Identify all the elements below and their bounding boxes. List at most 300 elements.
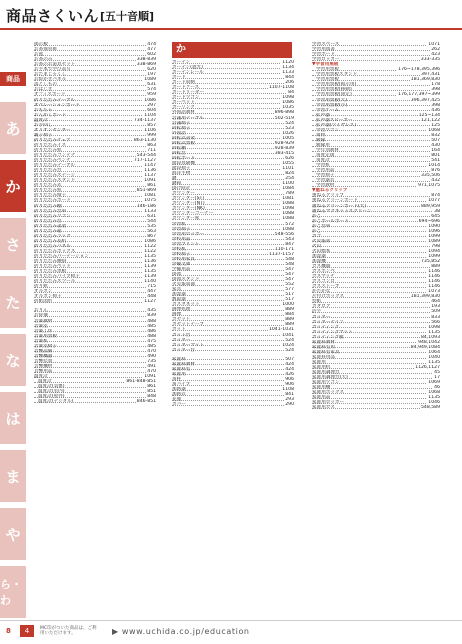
- entry-page: 857: [147, 122, 156, 128]
- entry-name: 会議椅子: [172, 120, 191, 126]
- entry-name: 加湿器: [312, 253, 326, 259]
- entry-name: 家庭用ロッカー: [312, 400, 345, 406]
- leader-dots: [172, 397, 294, 401]
- entry-page: 178: [431, 82, 440, 88]
- entry-page: 206: [285, 80, 294, 86]
- entry-name: カタログ: [312, 304, 331, 310]
- entry-name: 温度計: [34, 117, 48, 123]
- leader-dots: [34, 284, 156, 288]
- entry-page: 548: [285, 256, 294, 262]
- entry-name: 額縁: [316, 137, 326, 143]
- entry-name: 学校机: [172, 246, 186, 252]
- entry-page: 863-1130: [133, 137, 156, 143]
- entry-page: 548-556: [274, 231, 294, 237]
- entry-page: 1139: [144, 274, 156, 280]
- entry-name: 火山標本: [312, 248, 331, 254]
- entry-page: 338-839: [136, 57, 156, 63]
- entry-page: 884: [285, 312, 294, 318]
- entry-name: カセットテープ: [172, 322, 204, 328]
- entry-name: 学習用図書: [312, 47, 335, 53]
- entry-name: 海洋生物: [172, 171, 191, 177]
- entry-page: 948,1042: [418, 339, 440, 345]
- leader-dots: [34, 52, 156, 56]
- entry-page: 711: [147, 147, 156, 153]
- entry-name: 火災報知: [312, 238, 331, 244]
- leader-dots: [34, 313, 156, 317]
- entry-page: 574: [147, 87, 156, 93]
- entry-name: ガスマッチ: [312, 274, 335, 280]
- tab-ma[interactable]: ま: [0, 450, 26, 502]
- entry-name: 学習机: [316, 163, 330, 169]
- entry-page: 436: [431, 107, 440, 113]
- entry-page: 430: [431, 142, 440, 148]
- entry-name: 拡声器スピーカー: [316, 117, 353, 123]
- entry-page: 1046: [428, 400, 440, 406]
- entry-name: 階段昇降機: [172, 160, 195, 166]
- entry-page: 1086: [144, 97, 156, 103]
- entry-name: 重ねるクリップ: [312, 193, 344, 199]
- entry-name: 家庭用ガス: [312, 405, 335, 411]
- entry-page: 424: [285, 361, 294, 367]
- entry-name: 花瓶: [172, 397, 182, 403]
- entry-page: 1146: [428, 279, 440, 285]
- entry-name: カッティング: [312, 324, 340, 330]
- entry-name: 火災報知器: [172, 282, 195, 288]
- entry-page: 547: [285, 271, 294, 277]
- entry-page: 193: [431, 304, 440, 310]
- entry-name: 折りたたみステージ: [34, 173, 76, 179]
- entry-page: 1133: [282, 70, 294, 76]
- entry-name: 学習教材: [316, 183, 335, 189]
- entry-name: カスタネット: [172, 302, 200, 308]
- entry-name: 学習用黒板: [316, 67, 339, 73]
- entry-name: 折りたたみ棚: [34, 203, 62, 209]
- entry-name: 角度定規: [316, 153, 335, 159]
- page-header: [0, 0, 462, 30]
- entry-name: 折りたたみ台: [34, 168, 62, 174]
- leader-dots: [312, 229, 440, 233]
- entry-name: 加湿機: [312, 259, 326, 265]
- entry-name: お茶のお道具セット: [34, 62, 76, 68]
- entry-name: 折りたたみベッド: [34, 264, 71, 270]
- entry-name: 音響設備: [34, 348, 53, 354]
- page-number: 8: [6, 627, 11, 635]
- entry-page: 1146: [428, 284, 440, 290]
- entry-page: 547: [285, 277, 294, 283]
- entry-page: 176~178,395,396: [398, 67, 440, 73]
- entry-name: 外国語教材: [172, 110, 195, 116]
- entry-name: 拡声器: [316, 112, 330, 118]
- entry-page: 577: [285, 287, 294, 293]
- entry-page: 1094: [428, 248, 440, 254]
- entry-page: 146-186: [136, 203, 156, 209]
- entry-page: 110-171: [274, 246, 294, 252]
- entry-name: 加湿器: [172, 292, 186, 298]
- entry-page: 1000: [282, 302, 294, 308]
- leader-dots: [172, 131, 294, 135]
- entry-page: 1135: [428, 359, 440, 365]
- entry-page: 517: [285, 292, 294, 298]
- entry-name: 温度計(気象): [38, 384, 65, 390]
- leader-dots: [312, 249, 440, 253]
- entry-name: 折りたたみ椅子: [34, 193, 67, 199]
- entry-name: 親子椅子: [34, 132, 53, 138]
- entry-page: 1135: [428, 329, 440, 335]
- entry-name: 拡声器(ワイヤレス): [316, 122, 357, 128]
- entry-page: 38: [434, 208, 440, 214]
- tab-ya[interactable]: や: [0, 508, 26, 560]
- entry-name: 音楽室: [34, 323, 48, 329]
- entry-name: 折りたたみコンテナ: [34, 153, 76, 159]
- entry-page: 1135: [428, 395, 440, 401]
- leader-dots: [312, 133, 440, 137]
- entry-name: 折り紙: [34, 284, 48, 290]
- leader-dots: [172, 297, 294, 301]
- entry-name: 学習プリント: [172, 241, 200, 247]
- entry-name: 学習スペース: [312, 42, 340, 47]
- entry-page: 844: [285, 75, 294, 81]
- entry-name: 数取器: [172, 297, 186, 303]
- entry-page: 181,399,830: [410, 294, 440, 300]
- entry-page: 735: [147, 358, 156, 364]
- entry-page: 121,122: [421, 117, 440, 123]
- entry-name: 学校用品: [172, 236, 191, 242]
- entry-name: カウンター(NK): [172, 206, 205, 212]
- entry-name: オルガン椅子: [34, 294, 62, 300]
- index-entry: [34, 399, 156, 404]
- entry-page: 1014: [428, 163, 440, 169]
- entry-name: 折りたたみ黒板: [34, 269, 67, 275]
- entry-name: 家庭科用品: [312, 354, 335, 360]
- entry-page: 874: [431, 193, 440, 199]
- entry-page: 290: [285, 402, 294, 408]
- entry-name: カーテン: [172, 60, 191, 65]
- entry-page: 1068: [428, 127, 440, 133]
- entry-name: 階段椅子: [172, 165, 191, 171]
- entry-name: カード: [172, 75, 186, 81]
- entry-name: 温度計(デジタル): [38, 399, 74, 405]
- leader-dots: [34, 308, 156, 312]
- entry-name: 折りたたみ箱: [34, 228, 62, 234]
- entry-name: カーリング: [172, 105, 195, 111]
- entry-name: 音響用品: [34, 369, 53, 374]
- entry-page: 1139: [144, 264, 156, 270]
- entry-name: 学級用品: [172, 266, 191, 272]
- entry-name: 学習椅子: [316, 173, 335, 179]
- entry-name: 折りたたみベンチ: [34, 158, 71, 164]
- entry-page: 971,1075: [418, 183, 440, 189]
- entry-name: 折りたたみ腰掛: [34, 259, 67, 265]
- page-subtitle: [五十音順]: [100, 10, 155, 23]
- entry-page: 839: [147, 313, 156, 319]
- leader-dots: [34, 324, 156, 328]
- entry-name: 学習用黒板(固定): [316, 92, 352, 98]
- entry-name: 折りたたみパーテーション: [34, 253, 89, 259]
- entry-name: 学習ゲーム: [316, 107, 339, 113]
- entry-name: 家庭用品: [312, 395, 331, 401]
- entry-page: 889: [285, 307, 294, 313]
- entry-page: 1035: [282, 105, 294, 111]
- entry-page: 181,369,830: [410, 77, 440, 83]
- entry-name: 活字: [312, 309, 322, 315]
- entry-page: 524: [285, 337, 294, 343]
- entry-page: 1146: [428, 274, 440, 280]
- entry-name: 学習用黒板スタンド: [316, 72, 358, 78]
- entry-name: 家庭科室用: [312, 344, 335, 350]
- entry-name: 学習用黒板(掲示用): [316, 82, 357, 88]
- entry-name: 家庭科教材: [312, 339, 335, 345]
- tab-ha[interactable]: は: [0, 392, 26, 444]
- entry-page: 262: [431, 47, 440, 53]
- entry-name: 折りたたみ机: [34, 188, 62, 194]
- leader-dots: [34, 42, 156, 46]
- entry-name: 折りたたみパイプ椅子: [34, 274, 80, 280]
- entry-page: 1040: [428, 354, 440, 360]
- entry-name: 折りたたみラック: [34, 233, 71, 239]
- entry-name: 学習用品: [316, 168, 335, 174]
- leader-dots: [172, 292, 294, 296]
- entry-page: 889: [285, 317, 294, 323]
- entry-page: 863: [147, 142, 156, 148]
- entry-page: 734-1137: [133, 117, 156, 123]
- entry-page: 572: [285, 221, 294, 227]
- entry-name: 折りたたみ机: [34, 147, 62, 153]
- entry-page: 1099: [428, 233, 440, 239]
- entry-name: ガスストーブ: [312, 284, 340, 290]
- entry-name: カゴ: [312, 233, 322, 239]
- entry-name: おんがくボード: [34, 112, 67, 118]
- entry-name: 折りたたみチェア: [34, 137, 71, 143]
- leader-dots: [312, 234, 440, 238]
- entry-name: 角パイプ: [172, 381, 191, 387]
- entry-name: おもちゃ: [34, 107, 53, 113]
- entry-name: 片付けボックス: [312, 294, 345, 300]
- entry-page: 889: [285, 322, 294, 328]
- entry-name: カウンター席: [172, 216, 200, 222]
- kana-heading-ka: か: [172, 42, 292, 58]
- entry-name: 加熱器: [172, 387, 186, 392]
- leader-dots: [172, 402, 294, 406]
- entry-page: 645: [431, 213, 440, 219]
- entry-page: 1073: [428, 289, 440, 295]
- entry-page: 448: [147, 294, 156, 300]
- entry-name: かご: [312, 213, 322, 219]
- entry-page: 906: [285, 376, 294, 382]
- entry-page: 1075: [144, 198, 156, 204]
- entry-name: かたかな: [312, 289, 331, 295]
- index-entry: [312, 405, 440, 410]
- entry-name: 折りたたみ台: [34, 218, 62, 224]
- entry-page: 335,506: [421, 173, 440, 179]
- entry-page: 45: [434, 370, 440, 376]
- entry-page: 1136: [144, 168, 156, 174]
- entry-page: 432: [431, 178, 440, 184]
- entry-page: 1091: [144, 374, 156, 380]
- entry-name: お手回し: [34, 122, 53, 128]
- entry-name: お盆: [34, 52, 44, 58]
- entry-page: 485: [147, 343, 156, 349]
- entry-name: カセット: [172, 317, 191, 323]
- entry-name: 家具: [172, 287, 182, 293]
- entry-page: 1098: [282, 95, 294, 101]
- entry-name: カバー: [172, 402, 186, 408]
- entry-name: 学習椅子: [172, 226, 191, 232]
- entry-page: 543: [285, 236, 294, 242]
- entry-name: 家庭用調理台(大): [312, 375, 348, 381]
- entry-name: 温度計(屋外): [38, 394, 65, 400]
- entry-page: 293: [285, 397, 294, 403]
- entry-page: 435: [147, 308, 156, 314]
- entry-page: 928-929: [274, 140, 294, 146]
- entry-page: 1108: [282, 387, 294, 392]
- entry-page: 1064: [428, 349, 440, 355]
- entry-name: お辞儀: [34, 313, 48, 319]
- entry-page: 1089: [144, 77, 156, 83]
- entry-name: 掛図スタンド: [172, 277, 200, 283]
- entry-page: 1140: [144, 279, 156, 285]
- leader-dots: [172, 372, 294, 376]
- entry-page: 1146: [428, 269, 440, 275]
- entry-page: 1081: [144, 193, 156, 199]
- index-entry: [172, 348, 294, 353]
- entry-name: 折りたたみスツール: [34, 279, 76, 285]
- entry-page: 507: [285, 356, 294, 362]
- entry-page: 833: [431, 314, 440, 320]
- entry-page: 84,949,1084: [410, 344, 440, 350]
- entry-page: 1106: [144, 127, 156, 133]
- entry-page: 46: [434, 385, 440, 391]
- entry-page: 1122: [144, 243, 156, 249]
- tab-a[interactable]: あ: [0, 102, 26, 154]
- entry-page: 620: [147, 67, 156, 73]
- entry-page: 1122: [144, 248, 156, 254]
- entry-page: 604: [147, 107, 156, 113]
- entry-name: 学習用黒板(大): [316, 97, 348, 103]
- entry-name: 学習ロッカー: [312, 57, 340, 63]
- tab-sa[interactable]: さ: [0, 218, 26, 270]
- entry-page: 848: [147, 394, 156, 400]
- entry-page: 694~696: [418, 218, 440, 224]
- entry-name: 掛図: [172, 271, 182, 277]
- entry-name: カッター: [312, 314, 331, 320]
- entry-page: 1104: [144, 112, 156, 118]
- page-badge: 4: [20, 625, 34, 637]
- leader-dots: [312, 224, 440, 228]
- entry-page: 928-839: [274, 145, 294, 151]
- sidebar-category-label: 商品: [0, 72, 26, 86]
- entry-page: 1090: [428, 223, 440, 229]
- entry-page: 1088: [282, 226, 294, 232]
- entry-name: カウンター(NT): [172, 201, 205, 207]
- entry-page: 1099: [428, 253, 440, 259]
- entry-page: 297: [147, 102, 156, 108]
- entry-name: 折りたたみテーブル: [34, 97, 75, 103]
- entry-page: 552: [285, 282, 294, 288]
- entry-name: お絵かきパネル: [34, 77, 67, 83]
- entry-name: 音楽工作: [34, 328, 53, 334]
- entry-page: 1098: [282, 206, 294, 212]
- entry-page: 125~134: [418, 112, 440, 118]
- entry-page: 602: [147, 52, 156, 58]
- entry-name: カードリーダー: [172, 90, 205, 96]
- leader-dots: [312, 360, 440, 364]
- entry-page: 1137: [144, 173, 156, 179]
- entry-name: 学年別教材: [316, 147, 339, 153]
- entry-page: 84,1093: [421, 334, 440, 340]
- tab-ra-wa[interactable]: ら・わ: [0, 566, 26, 618]
- entry-page: 475: [147, 338, 156, 344]
- entry-name: オペレーションボード: [34, 102, 80, 108]
- entry-name: カウンター: [172, 191, 195, 197]
- tab-na[interactable]: な: [0, 334, 26, 386]
- entry-page: 1041-1031: [268, 327, 294, 333]
- entry-page: 789: [285, 191, 294, 197]
- entry-name: 折りたたみ式: [34, 183, 62, 189]
- entry-page: 735,852: [421, 259, 440, 265]
- entry-name: 音楽机: [34, 338, 48, 344]
- entry-page: 1135: [144, 253, 156, 259]
- entry-name: 学習用黒板(移動): [316, 87, 352, 93]
- entry-page: 1026: [282, 130, 294, 136]
- entry-page: 861: [147, 183, 156, 189]
- entry-name: 折りたたみテーブル: [34, 163, 75, 169]
- entry-page: 423: [431, 52, 440, 58]
- entry-page: 1098: [428, 324, 440, 330]
- entry-name: 折紙図形: [34, 299, 53, 305]
- entry-page: 176,177,397~399: [398, 92, 440, 98]
- entry-page: 509: [431, 309, 440, 315]
- entry-name: 重ねるマグネットスクリーン: [312, 208, 372, 214]
- entry-name: 家庭用: [172, 371, 186, 377]
- entry-name: 回転ボード: [172, 155, 195, 161]
- tab-ta[interactable]: た: [0, 276, 26, 328]
- leader-dots: [172, 287, 294, 291]
- leader-dots: [172, 312, 294, 316]
- entry-name: 角柱: [172, 376, 182, 382]
- footer-note: MC印がついた商品は、ご利用いただけます。: [40, 626, 97, 636]
- leader-dots: [172, 272, 294, 276]
- leader-dots: [312, 299, 440, 303]
- entry-page: 846-851: [136, 399, 156, 405]
- entry-name: 回転式書架: [172, 135, 195, 141]
- page-footer: [0, 620, 462, 644]
- entry-page: 1069: [428, 380, 440, 386]
- entry-page: 254: [285, 176, 294, 182]
- entry-page: 867: [147, 233, 156, 239]
- entry-name: 画像処理: [172, 307, 191, 313]
- entry-page: 1107-1108: [268, 85, 294, 91]
- entry-name: カーテン(遮光): [172, 65, 203, 71]
- tab-ka[interactable]: か: [0, 160, 26, 212]
- entry-name: 会議用テーブル: [172, 115, 204, 121]
- entry-page: 1005: [282, 135, 294, 141]
- footer-url[interactable]: ▶ www.uchida.co.jp/education: [112, 627, 250, 636]
- entry-name: 折りたたみボード: [34, 198, 71, 204]
- entry-page: 541: [431, 158, 440, 164]
- entry-page: 861: [147, 384, 156, 390]
- entry-page: 1055: [282, 160, 294, 166]
- entry-name: 回転台: [172, 150, 186, 156]
- entry-name: カーテンレール: [172, 70, 204, 76]
- index-column-3: [312, 42, 440, 410]
- entry-page: 1088: [282, 211, 294, 217]
- leader-dots: [312, 264, 440, 268]
- entry-page: 1096: [428, 228, 440, 234]
- entry-name: 学級文庫: [172, 261, 191, 267]
- entry-page: 470: [147, 348, 156, 354]
- entry-page: 547: [285, 266, 294, 272]
- section-label: ▼重ねるクリップ: [312, 188, 348, 194]
